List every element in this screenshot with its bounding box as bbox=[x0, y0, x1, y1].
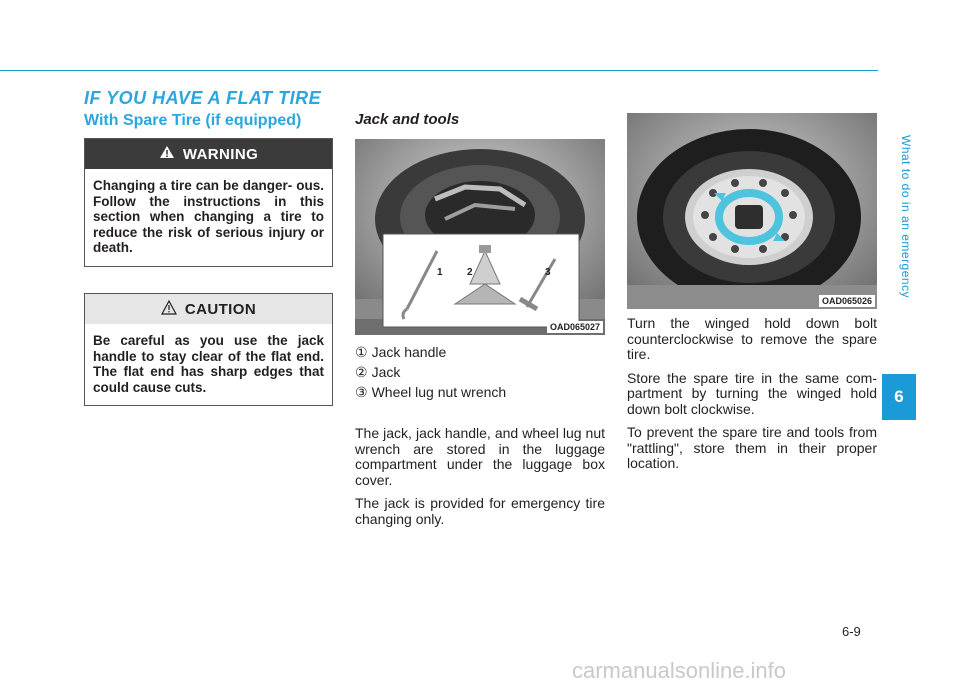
item-number: ① bbox=[355, 344, 368, 360]
jack-tools-illustration bbox=[355, 139, 605, 335]
figure-code: OAD065026 bbox=[819, 295, 875, 307]
section-title: IF YOU HAVE A FLAT TIRE bbox=[84, 88, 322, 108]
callout-3: 3 bbox=[545, 267, 551, 278]
header-rule bbox=[0, 70, 878, 71]
jack-tools-heading: Jack and tools bbox=[355, 111, 460, 128]
warning-title: WARNING bbox=[182, 145, 259, 163]
paragraph: Store the spare tire in the same com- partment by turning the winged hold down bolt clockwise. bbox=[627, 369, 877, 417]
caution-text: Be careful as you use the jack handle to stay clear of the flat end. The flat end has sharp edges that could cause cuts. bbox=[93, 333, 324, 395]
chapter-side-label: What to do in an emergency bbox=[899, 135, 913, 299]
parts-list bbox=[355, 342, 605, 402]
watermark: carmanualsonline.info bbox=[572, 658, 787, 683]
item-label: Jack handle bbox=[371, 344, 447, 360]
caution-title: CAUTION bbox=[184, 300, 257, 318]
warning-box bbox=[84, 138, 333, 267]
subsection-title: With Spare Tire (if equipped) bbox=[84, 112, 302, 129]
paragraph: To prevent the spare tire and tools from "rattling", store them in their proper location. bbox=[627, 424, 877, 471]
jack-tools-figure bbox=[355, 139, 605, 335]
callout-1: 1 bbox=[437, 267, 443, 278]
item-number: ③ bbox=[355, 384, 368, 400]
item-number: ② bbox=[355, 364, 368, 380]
jack-description bbox=[355, 426, 605, 535]
paragraph: The jack is provided for emergency tire changing only. bbox=[355, 495, 605, 527]
warning-header bbox=[85, 139, 332, 169]
figure-code: OAD065027 bbox=[547, 321, 603, 333]
spare-tire-illustration bbox=[627, 113, 877, 309]
item-label: Wheel lug nut wrench bbox=[371, 384, 507, 400]
spare-tire-description bbox=[627, 316, 877, 480]
callout-2: 2 bbox=[467, 267, 473, 278]
paragraph: The jack, jack handle, and wheel lug nut wrench are stored in the luggage compartment under the luggage box cover. bbox=[355, 425, 605, 488]
spare-tire-figure bbox=[627, 113, 877, 309]
chapter-tab: 6 bbox=[882, 374, 916, 420]
page-number: 6-9 bbox=[842, 624, 861, 639]
caution-triangle-icon bbox=[161, 300, 177, 319]
item-label: Jack bbox=[371, 364, 401, 380]
warning-text: Changing a tire can be danger- ous. Follow the instructions in this section when changing a tire to reduce the risk of serious injury or death. bbox=[93, 178, 324, 255]
caution-box bbox=[84, 293, 333, 406]
list-item bbox=[355, 362, 605, 382]
list-item bbox=[355, 342, 605, 362]
paragraph: Turn the winged hold down bolt counterclockwise to remove the spare tire. bbox=[627, 315, 877, 362]
list-item bbox=[355, 382, 605, 402]
warning-triangle-icon bbox=[159, 145, 175, 163]
caution-header bbox=[85, 294, 332, 324]
